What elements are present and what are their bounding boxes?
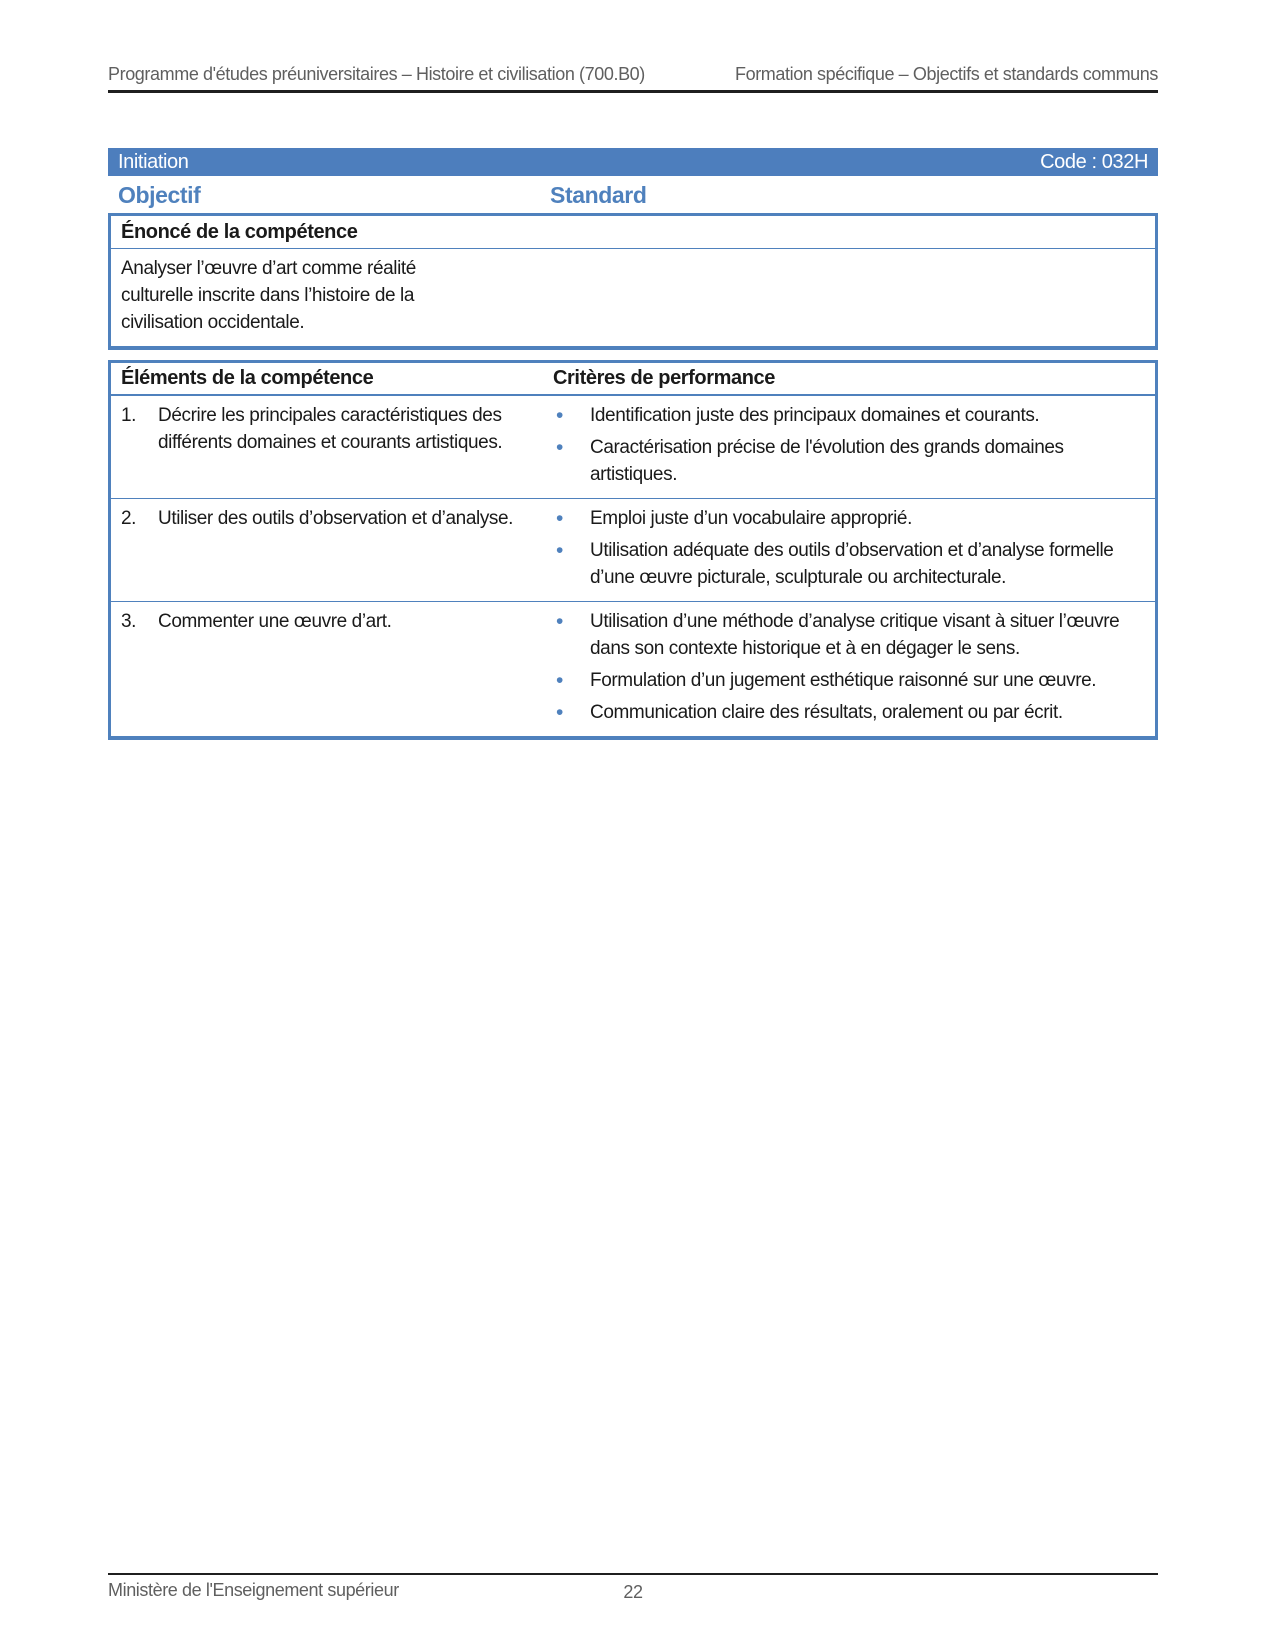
element-text: Utiliser des outils d’observation et d’analyse. [158, 508, 514, 529]
criteria-cell [553, 602, 1155, 736]
header-left-text: Programme d'études préuniversitaires – Histoire et civilisation (700.B0) [108, 64, 645, 84]
criteria-cell [553, 396, 1155, 498]
element-number: 1. [121, 405, 137, 426]
enonce-body [111, 249, 1155, 346]
elements-column-header: Éléments de la compétence [121, 367, 374, 389]
element-text: Commenter une œuvre d’art. [158, 611, 392, 632]
element-number: 2. [121, 508, 137, 529]
criterion-item: • Communication claire des résultats, oralement ou par écrit. [553, 699, 1125, 726]
page-header [108, 0, 1158, 93]
enonce-body-text: Analyser l’œuvre d’art comme réalité culturelle inscrite dans l’histoire de la civilisation occidentale. [121, 258, 416, 333]
enonce-header: Énoncé de la compétence [111, 216, 1155, 249]
criteria-cell [553, 499, 1155, 601]
criteria-list [553, 402, 1155, 488]
table-row [111, 395, 1155, 498]
criterion-item: • Utilisation adéquate des outils d’observation et d’analyse formelle d’une œuvre picturale, sculpturale ou architecturale. [553, 537, 1125, 591]
header-right-text: Formation spécifique – Objectifs et standards communs [735, 64, 1158, 84]
standard-heading: Standard [550, 181, 647, 208]
document-page [108, 0, 1158, 740]
enonce-box [108, 213, 1158, 350]
page-number: 22 [623, 1582, 643, 1602]
page-footer [108, 1573, 1158, 1601]
element-text: Décrire les principales caractéristiques des différents domaines et courants artistiques. [158, 405, 503, 453]
section-banner [108, 148, 1158, 176]
element-cell [111, 396, 553, 498]
footer-left-text: Ministère de l'Enseignement supérieur [108, 1580, 399, 1600]
element-number: 3. [121, 611, 137, 632]
criterion-item: • Utilisation d’une méthode d’analyse critique visant à situer l’œuvre dans son contexte historique et à en dégager le sens. [553, 608, 1125, 662]
competence-table [108, 360, 1158, 740]
criteria-list [553, 505, 1155, 591]
criterion-item: • Identification juste des principaux domaines et courants. [553, 402, 1125, 429]
criteria-list [553, 608, 1155, 726]
table-row [111, 601, 1155, 736]
criterion-item: • Caractérisation précise de l'évolution des grands domaines artistiques. [553, 434, 1125, 488]
table-header-row [111, 363, 1155, 395]
table-row [111, 498, 1155, 601]
column-headings [108, 180, 1158, 210]
element-cell [111, 602, 553, 736]
banner-title: Initiation [118, 150, 189, 173]
criterion-item: • Emploi juste d’un vocabulaire approprié. [553, 505, 1125, 532]
objectif-heading: Objectif [118, 181, 201, 208]
element-cell [111, 499, 553, 601]
criteres-column-header: Critères de performance [553, 367, 776, 389]
criterion-item: • Formulation d’un jugement esthétique raisonné sur une œuvre. [553, 667, 1125, 694]
banner-code: Code : 032H [1040, 150, 1148, 173]
